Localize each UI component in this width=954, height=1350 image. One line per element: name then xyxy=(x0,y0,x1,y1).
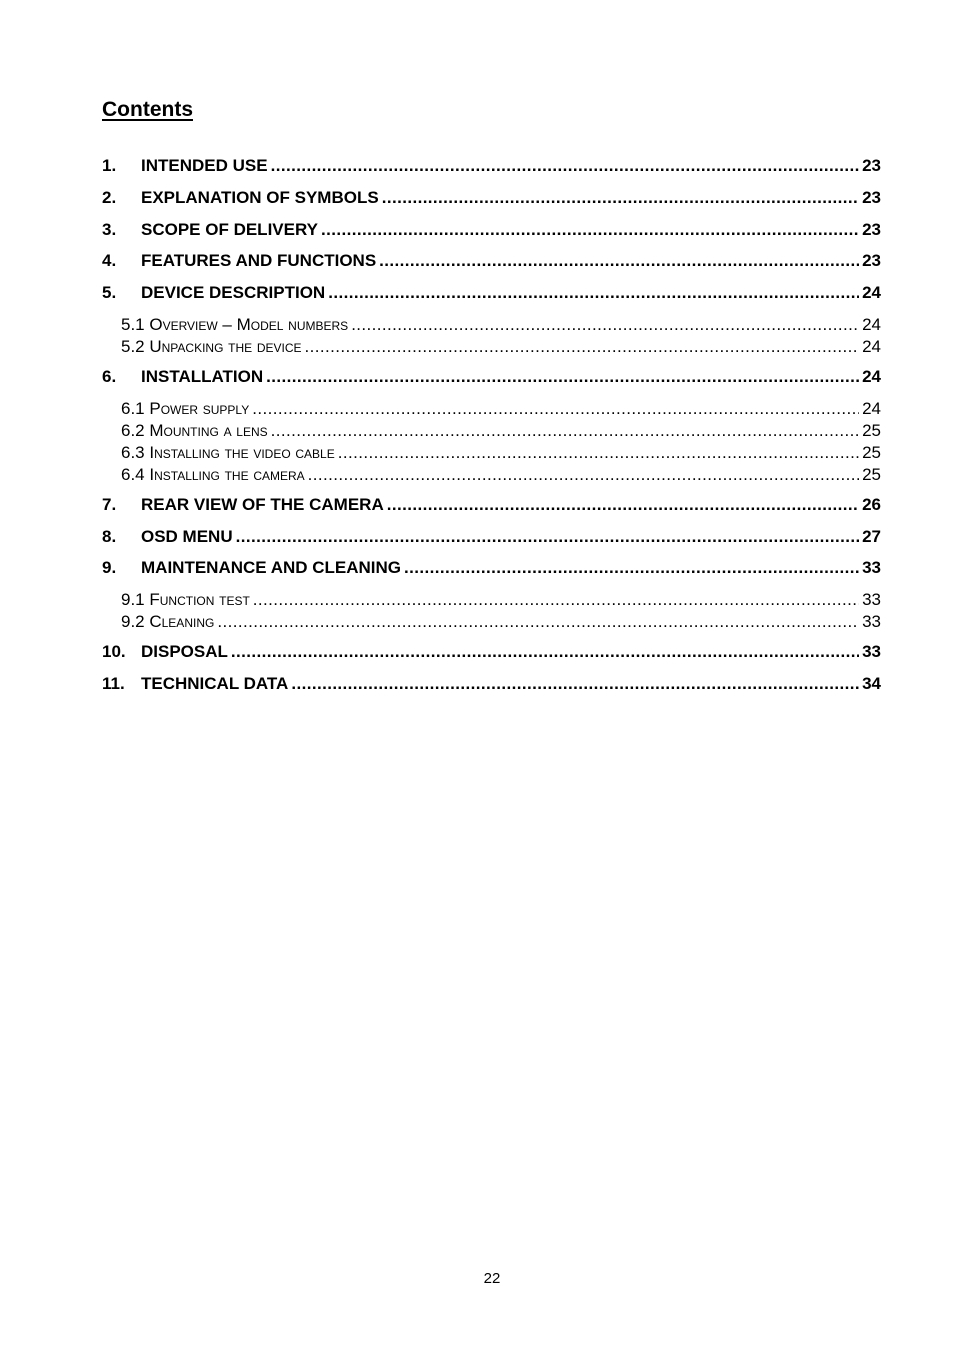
toc-entry-number: 2. xyxy=(102,187,117,207)
toc-subentry-installing-the-video-cable[interactable] xyxy=(102,443,881,465)
toc-entry-page: 33 xyxy=(862,612,881,632)
toc-leader-dots xyxy=(379,251,859,271)
toc-entry-page: 33 xyxy=(862,590,881,610)
toc-leader-dots xyxy=(217,612,859,632)
toc-entry-title: INSTALLATION xyxy=(141,366,264,386)
toc-leader-dots xyxy=(271,156,860,176)
toc-leader-dots xyxy=(305,337,860,357)
toc-entry-page: 24 xyxy=(862,336,881,356)
toc-subentry-mounting-a-lens[interactable] xyxy=(102,421,881,443)
toc-entry-title: TECHNICAL DATA xyxy=(141,673,289,693)
toc-entry-page: 33 xyxy=(862,558,881,578)
toc-entry-explanation-of-symbols[interactable] xyxy=(102,188,881,212)
toc-subentry-title: 6.2 Mounting a lens xyxy=(121,420,268,440)
toc-entry-number: 10. xyxy=(102,642,126,662)
toc-entry-maintenance-and-cleaning[interactable] xyxy=(102,558,881,582)
toc-subentry-title: 6.3 Installing the video cable xyxy=(121,442,335,462)
page-number: 22 xyxy=(483,1270,501,1287)
toc-entry-page: 24 xyxy=(862,398,881,418)
toc-entry-title: DEVICE DESCRIPTION xyxy=(141,283,326,303)
toc-subentry-cleaning[interactable] xyxy=(102,612,881,634)
toc-entry-page: 24 xyxy=(862,314,881,334)
toc-leader-dots xyxy=(266,367,859,387)
toc-leader-dots xyxy=(231,642,859,662)
toc-entry-disposal[interactable] xyxy=(102,642,881,666)
toc-entry-installation[interactable] xyxy=(102,367,881,391)
table-of-contents xyxy=(102,156,881,706)
toc-entry-number: 1. xyxy=(102,156,117,175)
toc-leader-dots xyxy=(351,315,859,335)
toc-leader-dots xyxy=(387,495,859,515)
toc-entry-osd-menu[interactable] xyxy=(102,527,881,551)
toc-entry-page: 23 xyxy=(862,187,881,207)
toc-subentry-power-supply[interactable] xyxy=(102,399,881,421)
toc-leader-dots xyxy=(321,220,859,240)
toc-leader-dots xyxy=(308,465,859,485)
toc-entry-page: 23 xyxy=(862,219,881,239)
toc-entry-page: 25 xyxy=(862,464,881,484)
toc-leader-dots xyxy=(236,527,859,547)
toc-entry-page: 23 xyxy=(862,156,881,175)
toc-entry-title: DISPOSAL xyxy=(141,642,228,662)
toc-entry-title: REAR VIEW OF THE CAMERA xyxy=(141,494,384,514)
toc-leader-dots xyxy=(382,188,859,208)
toc-subentry-title: 6.4 Installing the camera xyxy=(121,464,305,484)
toc-entry-page: 27 xyxy=(862,526,881,546)
toc-entry-technical-data[interactable] xyxy=(102,674,881,698)
toc-subentry-title: 5.2 Unpacking the device xyxy=(121,336,302,356)
toc-subentry-title: 9.1 Function test xyxy=(121,590,250,610)
toc-entry-number: 8. xyxy=(102,526,117,546)
toc-entry-page: 25 xyxy=(862,420,881,440)
toc-subentry-installing-the-camera[interactable] xyxy=(102,465,881,487)
toc-subentry-function-test[interactable] xyxy=(102,590,881,612)
toc-subentry-title: 6.1 Power supply xyxy=(121,398,250,418)
toc-entry-rear-view-of-the-camera[interactable] xyxy=(102,495,881,519)
toc-subentry-overview-model-numbers[interactable] xyxy=(102,315,881,337)
toc-entry-features-and-functions[interactable] xyxy=(102,251,881,275)
toc-entry-title: EXPLANATION OF SYMBOLS xyxy=(141,187,379,207)
toc-leader-dots xyxy=(252,399,859,419)
toc-entry-page: 24 xyxy=(862,283,881,303)
toc-entry-page: 26 xyxy=(862,494,881,514)
toc-entry-number: 3. xyxy=(102,219,117,239)
toc-entry-page: 25 xyxy=(862,442,881,462)
toc-entry-number: 4. xyxy=(102,251,117,271)
toc-entry-page: 34 xyxy=(862,673,881,693)
toc-leader-dots xyxy=(404,558,859,578)
toc-leader-dots xyxy=(338,443,859,463)
toc-entry-title: OSD MENU xyxy=(141,526,233,546)
toc-leader-dots xyxy=(328,283,859,303)
toc-entry-title: INTENDED USE xyxy=(141,156,268,175)
toc-entry-page: 33 xyxy=(862,642,881,662)
toc-entry-number: 7. xyxy=(102,494,117,514)
toc-entry-scope-of-delivery[interactable] xyxy=(102,220,881,244)
toc-leader-dots xyxy=(253,590,859,610)
toc-subentry-title: 9.2 Cleaning xyxy=(121,612,215,632)
contents-heading: Contents xyxy=(102,98,193,121)
toc-subentry-unpacking-the-device[interactable] xyxy=(102,337,881,359)
toc-entry-title: MAINTENANCE AND CLEANING xyxy=(141,558,402,578)
toc-entry-number: 9. xyxy=(102,558,117,578)
toc-entry-page: 23 xyxy=(862,251,881,271)
toc-entry-number: 5. xyxy=(102,283,117,303)
toc-entry-title: FEATURES AND FUNCTIONS xyxy=(141,251,377,271)
toc-entry-page: 24 xyxy=(862,366,881,386)
toc-leader-dots xyxy=(291,674,859,694)
toc-entry-number: 6. xyxy=(102,366,117,386)
toc-entry-device-description[interactable] xyxy=(102,283,881,307)
toc-subentry-title: 5.1 Overview – Model numbers xyxy=(121,314,349,334)
toc-entry-title: SCOPE OF DELIVERY xyxy=(141,219,318,239)
toc-entry-intended-use[interactable] xyxy=(102,156,881,180)
toc-leader-dots xyxy=(271,421,859,441)
toc-entry-number: 11. xyxy=(102,673,125,693)
